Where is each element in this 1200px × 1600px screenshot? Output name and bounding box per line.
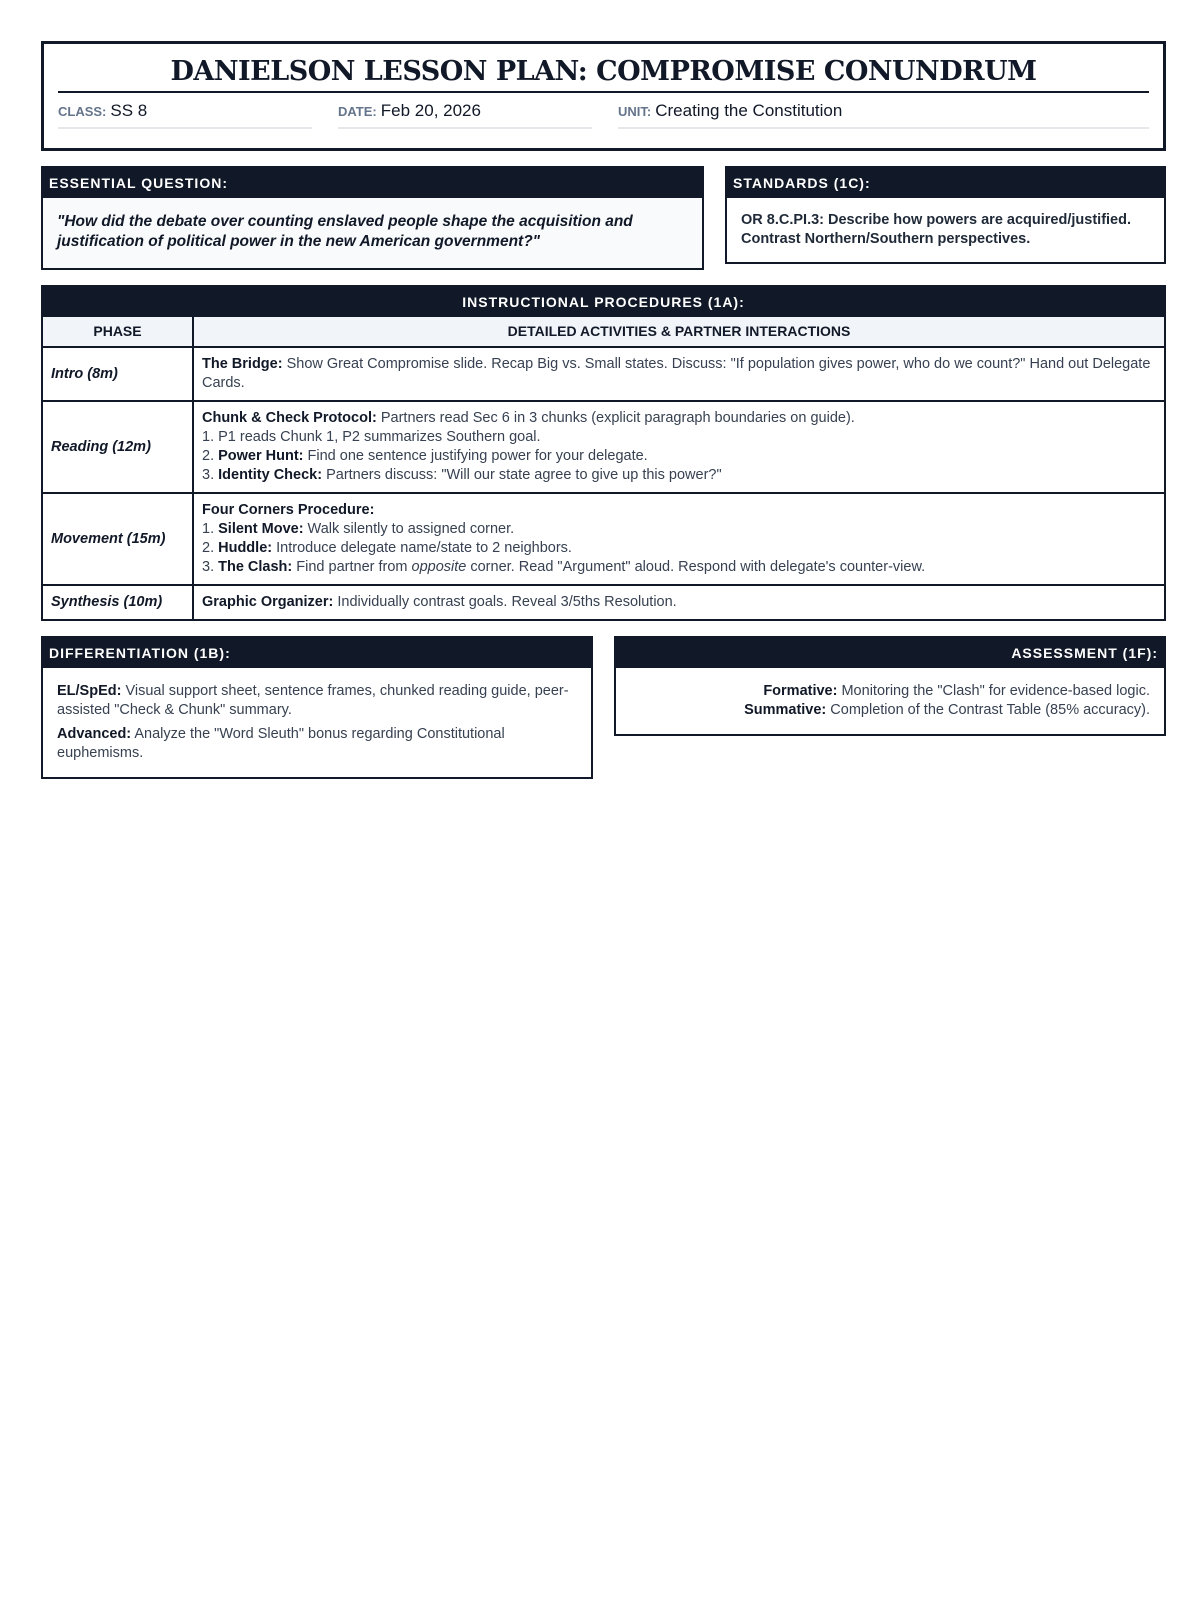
essential-question-box	[41, 166, 704, 270]
activity-label: Identity Check:	[218, 467, 323, 483]
phase-cell: Intro (8m)	[42, 347, 193, 401]
activity-line	[202, 409, 1156, 428]
activity-text: 1. P1 reads Chunk 1, P2 summarizes Southern goal.	[202, 429, 541, 445]
activity-text: Partners discuss: "Will our state agree to give up this power?"	[322, 467, 722, 483]
activity-text: Walk silently to assigned corner.	[303, 521, 515, 537]
standards-heading: STANDARDS (1C):	[727, 168, 1164, 198]
activities-column-header: DETAILED ACTIVITIES & PARTNER INTERACTIONS	[193, 316, 1165, 347]
differentiation-label: EL/SpEd:	[57, 683, 122, 699]
activity-line	[202, 558, 1156, 577]
activities-cell	[193, 347, 1165, 401]
activity-label: Four Corners Procedure:	[202, 502, 375, 518]
differentiation-item	[57, 725, 577, 763]
activity-label: Chunk & Check Protocol:	[202, 410, 377, 426]
essential-question-heading: ESSENTIAL QUESTION:	[43, 168, 702, 198]
activity-label: Graphic Organizer:	[202, 594, 334, 610]
assessment-label: Summative:	[744, 702, 827, 718]
step-number: 2.	[202, 448, 219, 464]
activity-text: Find partner from	[292, 559, 412, 575]
class-label: CLASS:	[58, 104, 107, 119]
activity-text: corner. Read "Argument" aloud. Respond with delegate's counter-view.	[466, 559, 926, 575]
essential-question-text: "How did the debate over counting enslaved people shape the acquisition and justification of political power in the new American government?"	[43, 198, 702, 268]
activities-cell	[193, 493, 1165, 585]
assessment-box	[614, 636, 1166, 736]
page-title: DANIELSON LESSON PLAN: COMPROMISE CONUNDRUM	[58, 56, 1149, 93]
table-row	[42, 347, 1165, 401]
plan-header	[41, 41, 1166, 151]
assessment-body	[616, 668, 1164, 734]
step-number: 3.	[202, 559, 219, 575]
date-field	[338, 101, 592, 129]
date-label: DATE:	[338, 104, 377, 119]
procedures-heading: INSTRUCTIONAL PROCEDURES (1A):	[43, 287, 1164, 317]
phase-cell: Synthesis (10m)	[42, 585, 193, 620]
activity-label: Power Hunt:	[218, 448, 304, 464]
differentiation-label: Advanced:	[57, 726, 132, 742]
assessment-heading: ASSESSMENT (1F):	[616, 638, 1164, 668]
activity-line	[202, 355, 1156, 393]
activity-line	[202, 447, 1156, 466]
procedures-box	[41, 285, 1166, 621]
lesson-plan	[41, 41, 1166, 779]
assessment-text: Monitoring the "Clash" for evidence-based logic.	[837, 683, 1150, 699]
unit-field	[618, 101, 1149, 129]
activity-text: Introduce delegate name/state to 2 neighbors.	[272, 540, 572, 556]
phase-column-header: PHASE	[42, 316, 193, 347]
activity-text: Individually contrast goals. Reveal 3/5ths Resolution.	[333, 594, 677, 610]
step-number: 1.	[202, 521, 219, 537]
activity-line	[202, 501, 1156, 520]
assessment-item	[630, 701, 1150, 720]
differentiation-body	[43, 668, 591, 777]
activity-line	[202, 466, 1156, 485]
differentiation-heading: DIFFERENTIATION (1B):	[43, 638, 591, 668]
class-field	[58, 101, 312, 129]
assessment-label: Formative:	[763, 683, 838, 699]
phase-cell: Reading (12m)	[42, 401, 193, 493]
unit-label: UNIT:	[618, 104, 652, 119]
activity-line	[202, 593, 1156, 612]
activities-cell	[193, 585, 1165, 620]
standards-text: OR 8.C.PI.3: Describe how powers are acquired/justified. Contrast Northern/Southern perspectives.	[741, 212, 1131, 247]
activity-line	[202, 520, 1156, 539]
activity-emphasis: opposite	[411, 559, 467, 575]
step-number: 2.	[202, 540, 219, 556]
activity-label: The Bridge:	[202, 356, 283, 372]
assessment-item	[630, 682, 1150, 701]
differentiation-item	[57, 682, 577, 720]
activity-label: Silent Move:	[218, 521, 304, 537]
class-value: SS 8	[110, 101, 148, 120]
date-value: Feb 20, 2026	[380, 101, 481, 120]
activity-text: Find one sentence justifying power for your delegate.	[303, 448, 648, 464]
activities-cell	[193, 401, 1165, 493]
activity-label: Huddle:	[218, 540, 273, 556]
table-row	[42, 493, 1165, 585]
assessment-text: Completion of the Contrast Table (85% accuracy).	[826, 702, 1150, 718]
activity-line	[202, 539, 1156, 558]
activity-text: Show Great Compromise slide. Recap Big vs. Small states. Discuss: "If population gives power, who do we count?" Hand out Delegate Cards.	[202, 356, 1151, 391]
phase-cell: Movement (15m)	[42, 493, 193, 585]
activity-line	[202, 428, 1156, 447]
unit-value: Creating the Constitution	[655, 101, 843, 120]
step-number: 3.	[202, 467, 219, 483]
table-row	[42, 401, 1165, 493]
standards-box	[725, 166, 1166, 264]
differentiation-text: Visual support sheet, sentence frames, chunked reading guide, peer-assisted "Check & Chunk" summary.	[57, 683, 569, 718]
table-row	[42, 585, 1165, 620]
activity-label: The Clash:	[218, 559, 293, 575]
differentiation-box	[41, 636, 593, 779]
procedures-table	[41, 315, 1166, 621]
meta-row	[58, 101, 1149, 129]
activity-text: Partners read Sec 6 in 3 chunks (explicit paragraph boundaries on guide).	[376, 410, 855, 426]
differentiation-text: Analyze the "Word Sleuth" bonus regarding Constitutional euphemisms.	[57, 726, 505, 761]
